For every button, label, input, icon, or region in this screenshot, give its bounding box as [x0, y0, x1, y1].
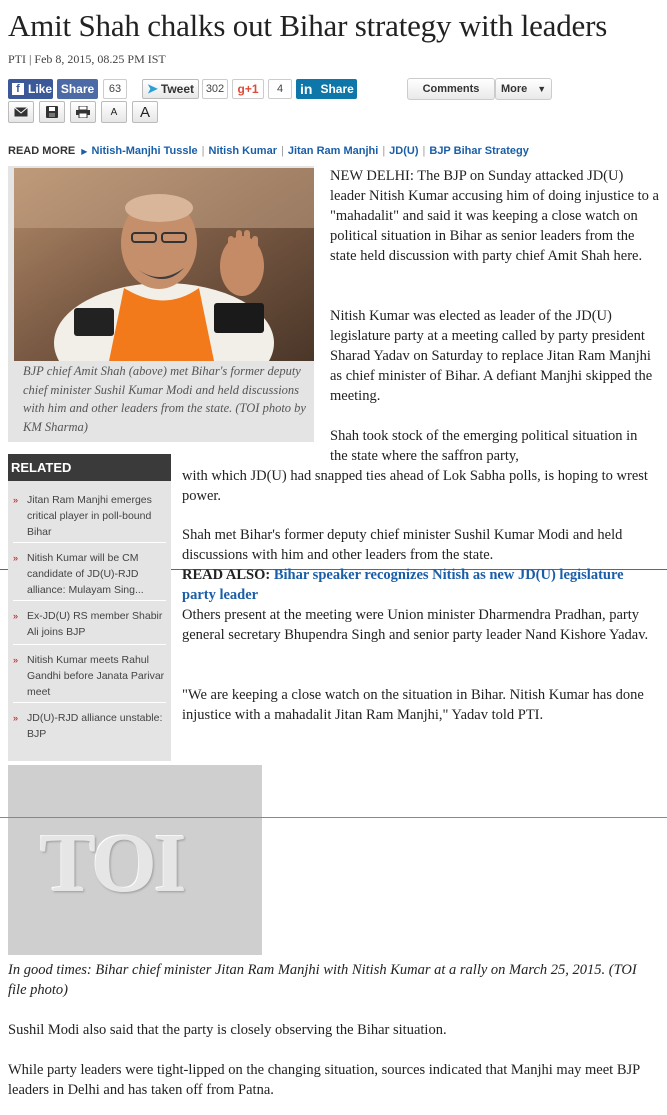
linkedin-share-button[interactable]	[296, 79, 357, 99]
tag-separator: |	[422, 145, 426, 157]
second-photo-caption: In good times: Bihar chief minister Jitan Ram Manjhi with Nitish Kumar at a rally on March 25, 2015. (TOI file photo)	[8, 962, 637, 998]
envelope-icon	[14, 107, 28, 117]
double-chevron-icon: »	[13, 553, 19, 563]
related-heading: RELATED	[8, 454, 171, 481]
chevron-down-icon: ▼	[537, 84, 547, 94]
lead-photo	[14, 168, 314, 361]
printer-icon	[76, 106, 90, 118]
more-label: More	[501, 83, 528, 95]
divider	[13, 702, 166, 703]
related-item-label: Ex-JD(U) RS member Shabir Ali joins BJP	[27, 610, 163, 638]
google-plus-label: g+1	[237, 82, 259, 96]
google-plus-count: 4	[268, 79, 292, 99]
read-more-tag[interactable]: BJP Bihar Strategy	[429, 145, 529, 157]
facebook-like-button[interactable]	[8, 79, 53, 99]
paragraph: Nitish Kumar was elected as leader of the JD(U) legislature party at a meeting called by party president Sharad Yadav on Saturday to replace Jitan Ram Manjhi as chief minister of Bihar. A defiant Manjhi skipped the meeting.	[330, 308, 653, 404]
article-title: Amit Shah chalks out Bihar strategy with leaders	[8, 8, 608, 43]
more-dropdown[interactable]	[495, 78, 552, 100]
amit-shah-photo-image	[14, 168, 314, 361]
related-item-label: Nitish Kumar will be CM candidate of JD(U)-RJD alliance: Mulayam Sing...	[27, 552, 144, 596]
facebook-share-button[interactable]	[57, 79, 98, 99]
paragraph: Others present at the meeting were Union minister Dharmendra Pradhan, party general secretary Bhupendra Singh and senior party leader Nand Kishore Yadav.	[182, 607, 649, 643]
comments-label: Comments	[422, 83, 480, 95]
divider	[13, 542, 166, 543]
related-panel	[8, 454, 171, 761]
facebook-count: 63	[103, 79, 127, 99]
tag-separator: |	[201, 145, 205, 157]
font-small-label: A	[110, 106, 118, 118]
paragraph: Shah met Bihar's former deputy chief minister Sushil Kumar Modi and held discussions with him and other leaders from the state.	[182, 527, 623, 563]
tag-separator: |	[382, 145, 386, 157]
double-chevron-icon: »	[13, 713, 19, 723]
save-button[interactable]	[39, 101, 65, 123]
double-chevron-icon: »	[13, 611, 19, 621]
comments-button[interactable]	[407, 78, 495, 100]
double-chevron-icon: »	[13, 655, 19, 665]
read-more-tag[interactable]: Nitish-Manjhi Tussle	[91, 145, 198, 157]
google-plus-button[interactable]	[232, 79, 264, 99]
floppy-disk-icon	[46, 106, 58, 118]
font-decrease-button[interactable]	[101, 101, 127, 123]
tweet-label: Tweet	[160, 82, 195, 96]
read-also	[182, 565, 652, 605]
divider	[0, 817, 667, 818]
read-more-tag[interactable]: JD(U)	[389, 145, 419, 157]
facebook-like-label: Like	[28, 82, 53, 96]
paragraph: with which JD(U) had snapped ties ahead of Lok Sabha polls, is hoping to wrest power.	[182, 468, 648, 504]
related-item[interactable]	[8, 710, 171, 742]
related-item[interactable]	[8, 550, 171, 598]
lead-photo-caption: BJP chief Amit Shah (above) met Bihar's former deputy chief minister Sushil Kumar Modi and held discussions with him and other leaders from the state. (TOI photo by KM Sharma)	[23, 364, 306, 434]
twitter-bird-icon: ➤	[147, 81, 158, 96]
divider	[13, 644, 166, 645]
tweet-button[interactable]	[142, 79, 199, 99]
paragraph: While party leaders were tight-lipped on the changing situation, sources indicated that Manjhi may meet BJP leaders in Delhi and has taken off from Patna.	[8, 1062, 640, 1098]
related-item[interactable]	[8, 492, 171, 540]
related-item-label: Nitish Kumar meets Rahul Gandhi before Janata Parivar meet	[27, 654, 165, 698]
lead-photo-box	[8, 166, 314, 442]
triangle-right-icon: ▶	[81, 147, 88, 156]
paragraph: Sushil Modi also said that the party is closely observing the Bihar situation.	[8, 1022, 447, 1038]
print-button[interactable]	[70, 101, 96, 123]
read-more-tag[interactable]: Nitish Kumar	[208, 145, 277, 157]
byline: PTI | Feb 8, 2015, 08.25 PM IST	[8, 52, 166, 66]
read-more-bar	[8, 145, 529, 157]
read-more-label: READ MORE	[8, 145, 76, 157]
facebook-share-label: Share	[60, 82, 95, 96]
read-also-link[interactable]: Bihar speaker recognizes Nitish as new JD(U) legislature party leader	[182, 567, 624, 603]
related-item-label: Jitan Ram Manjhi emerges critical player in poll-bound Bihar	[27, 494, 152, 538]
email-button[interactable]	[8, 101, 34, 123]
paragraph: Shah took stock of the emerging political situation in the state where the saffron party,	[330, 428, 638, 464]
linkedin-share-label: Share	[320, 82, 354, 96]
tweet-count: 302	[202, 79, 228, 99]
related-item[interactable]	[8, 608, 171, 640]
font-large-label: A	[139, 103, 150, 121]
facebook-icon: f	[12, 83, 24, 95]
toi-logo: TOI	[40, 817, 184, 910]
paragraph: NEW DELHI: The BJP on Sunday attacked JD(U) leader Nitish Kumar accusing him of doing injustice to a "mahadalit" and said it was keeping a close watch on political situation in Bihar as senior leaders from the state held discussion with party chief Amit Shah here.	[330, 168, 659, 264]
linkedin-icon: in	[300, 81, 313, 97]
toi-placeholder-image	[8, 765, 262, 955]
divider	[13, 600, 166, 601]
double-chevron-icon: »	[13, 495, 19, 505]
read-more-tag[interactable]: Jitan Ram Manjhi	[287, 145, 379, 157]
related-item-label: JD(U)-RJD alliance unstable: BJP	[27, 712, 163, 740]
related-item[interactable]	[8, 652, 171, 700]
tag-separator: |	[280, 145, 284, 157]
read-also-label: READ ALSO:	[182, 567, 271, 583]
paragraph: "We are keeping a close watch on the situation in Bihar. Nitish Kumar has done injustice with a mahadalit Jitan Ram Manjhi," Yadav told PTI.	[182, 687, 644, 723]
font-increase-button[interactable]	[132, 101, 158, 123]
